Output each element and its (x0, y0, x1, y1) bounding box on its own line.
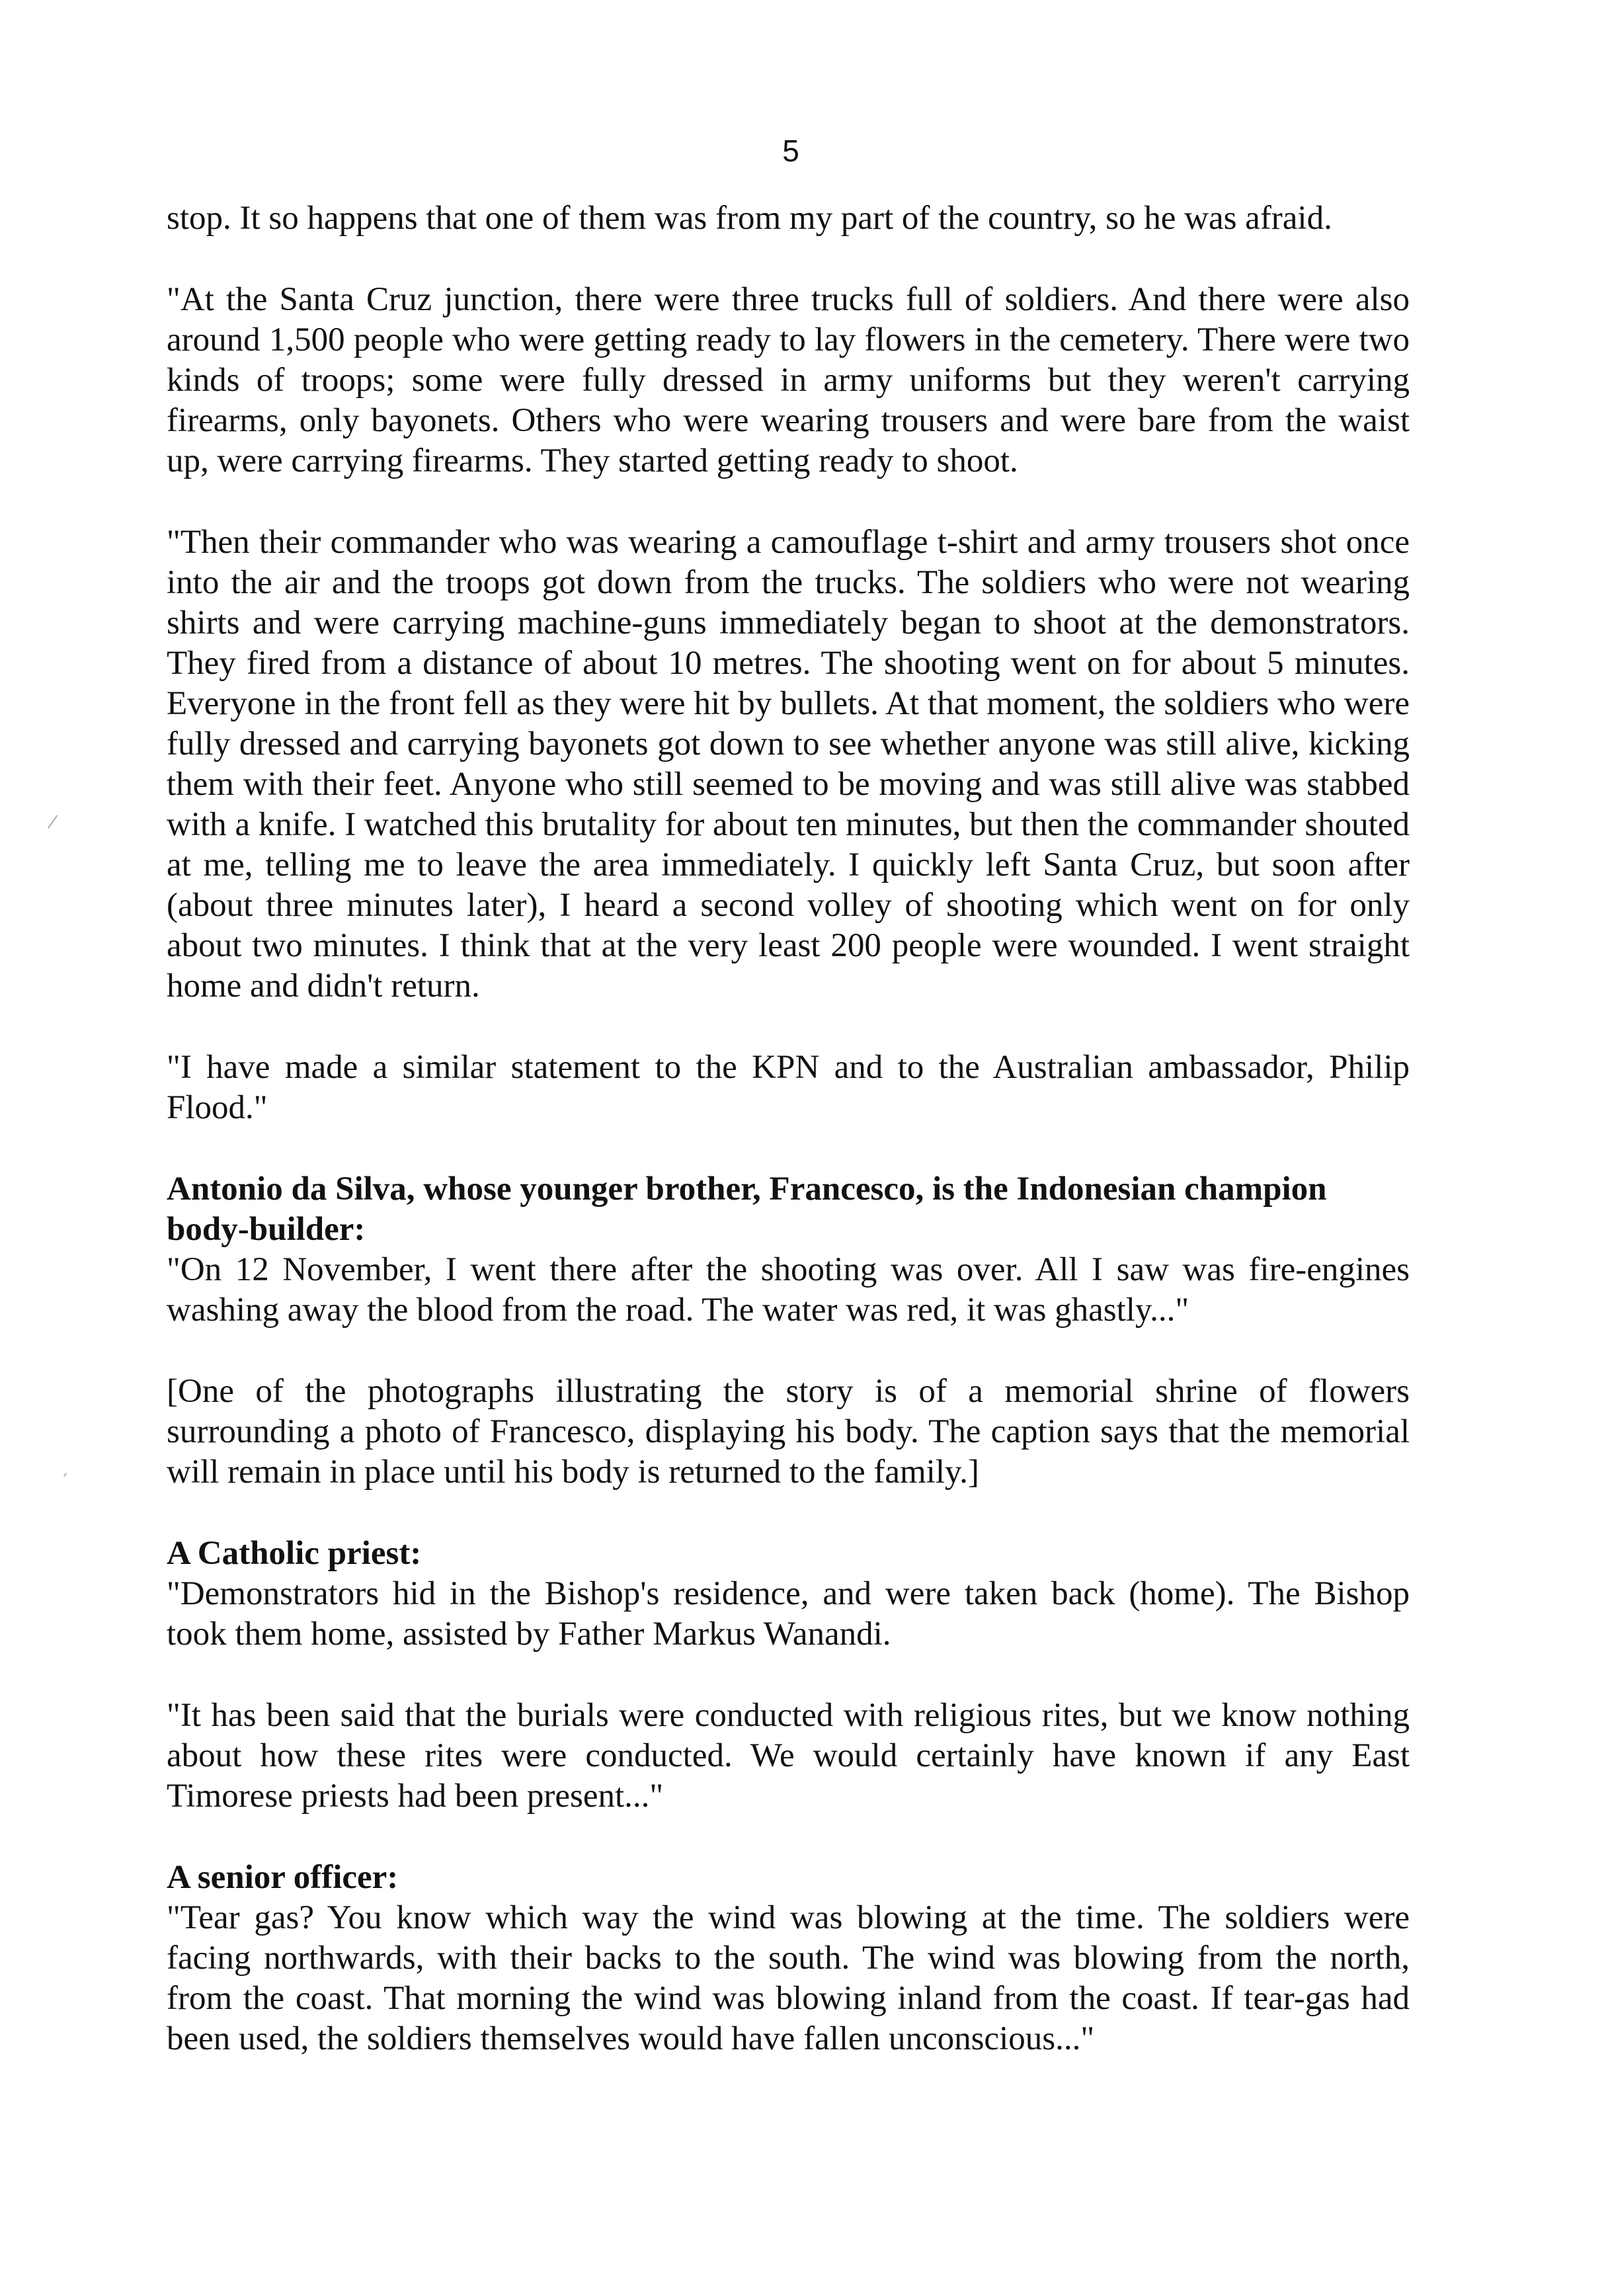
paragraph-statement-kpn: "I have made a similar statement to the KPN and to the Australian ambassador, Philip Flood." (167, 1049, 1410, 1126)
paragraph-photograph-note: [One of the photographs illustrating the story is of a memorial shrine of flowers surrounding a photo of Francesco, displaying his body. The caption says that the memorial will remain in place until his body is returned to the family.] (167, 1373, 1410, 1491)
speaker-heading-officer: A senior officer: (167, 1859, 399, 1896)
document-body (167, 198, 1410, 2059)
scan-speck (48, 815, 58, 829)
paragraph-tear-gas: "Tear gas? You know which way the wind was blowing at the time. The soldiers were facing northwards, with their backs to the south. The wind was blowing from the north, from the coast. That morning the wind was blowing inland from the coast. If tear-gas had been used, the soldiers themselves would have fallen unconscious..." (167, 1899, 1410, 2057)
paragraph-burials: "It has been said that the burials were conducted with religious rites, but we know nothing about how these rites were conducted. We would certainly have known if any East Timorese priests had been present..." (167, 1697, 1410, 1815)
paragraph-santa-cruz-junction: "At the Santa Cruz junction, there were three trucks full of soldiers. And there were also around 1,500 people who were getting ready to lay flowers in the cemetery. There were two kinds of troops; some were fully dressed in army uniforms but they weren't carrying firearms, only bayonets. Others who were wearing trousers and were bare from the waist up, were carrying firearms. They started getting ready to shoot. (167, 281, 1410, 479)
paragraph-continuation: stop. It so happens that one of them was from my part of the country, so he was afraid. (167, 200, 1332, 237)
speaker-heading-antonio: Antonio da Silva, whose younger brother, Francesco, is the Indonesian champion body-builder: (167, 1170, 1327, 1248)
speaker-heading-priest: A Catholic priest: (167, 1535, 422, 1572)
page-number: 5 (782, 134, 799, 168)
paragraph-commander-shot: "Then their commander who was wearing a camouflage t-shirt and army trousers shot once into the air and the troops got down from the trucks. The soldiers who were not wearing shirts and were carrying machine-guns immediately began to shoot at the demonstrators. They fired from a distance of about 10 metres. The shooting went on for about 5 minutes. Everyone in the front fell as they were hit by bullets. At that moment, the soldiers who were fully dressed and carrying bayonets got down to see whether anyone was still alive, kicking them with their feet. Anyone who still seemed to be moving and was still alive was stabbed with a knife. I watched this brutality for about ten minutes, but then the commander shouted at me, telling me to leave the area immediately. I quickly left Santa Cruz, but soon after (about three minutes later), I heard a second volley of shooting which went on for only about two minutes. I think that at the very least 200 people were wounded. I went straight home and didn't return. (167, 524, 1410, 1004)
paragraph-fire-engines: "On 12 November, I went there after the shooting was over. All I saw was fire-engines washing away the blood from the road. The water was red, it was ghastly..." (167, 1251, 1410, 1329)
scan-speck (63, 1473, 67, 1477)
paragraph-bishops-residence: "Demonstrators hid in the Bishop's residence, and were taken back (home). The Bishop took them home, assisted by Father Markus Wanandi. (167, 1575, 1410, 1653)
